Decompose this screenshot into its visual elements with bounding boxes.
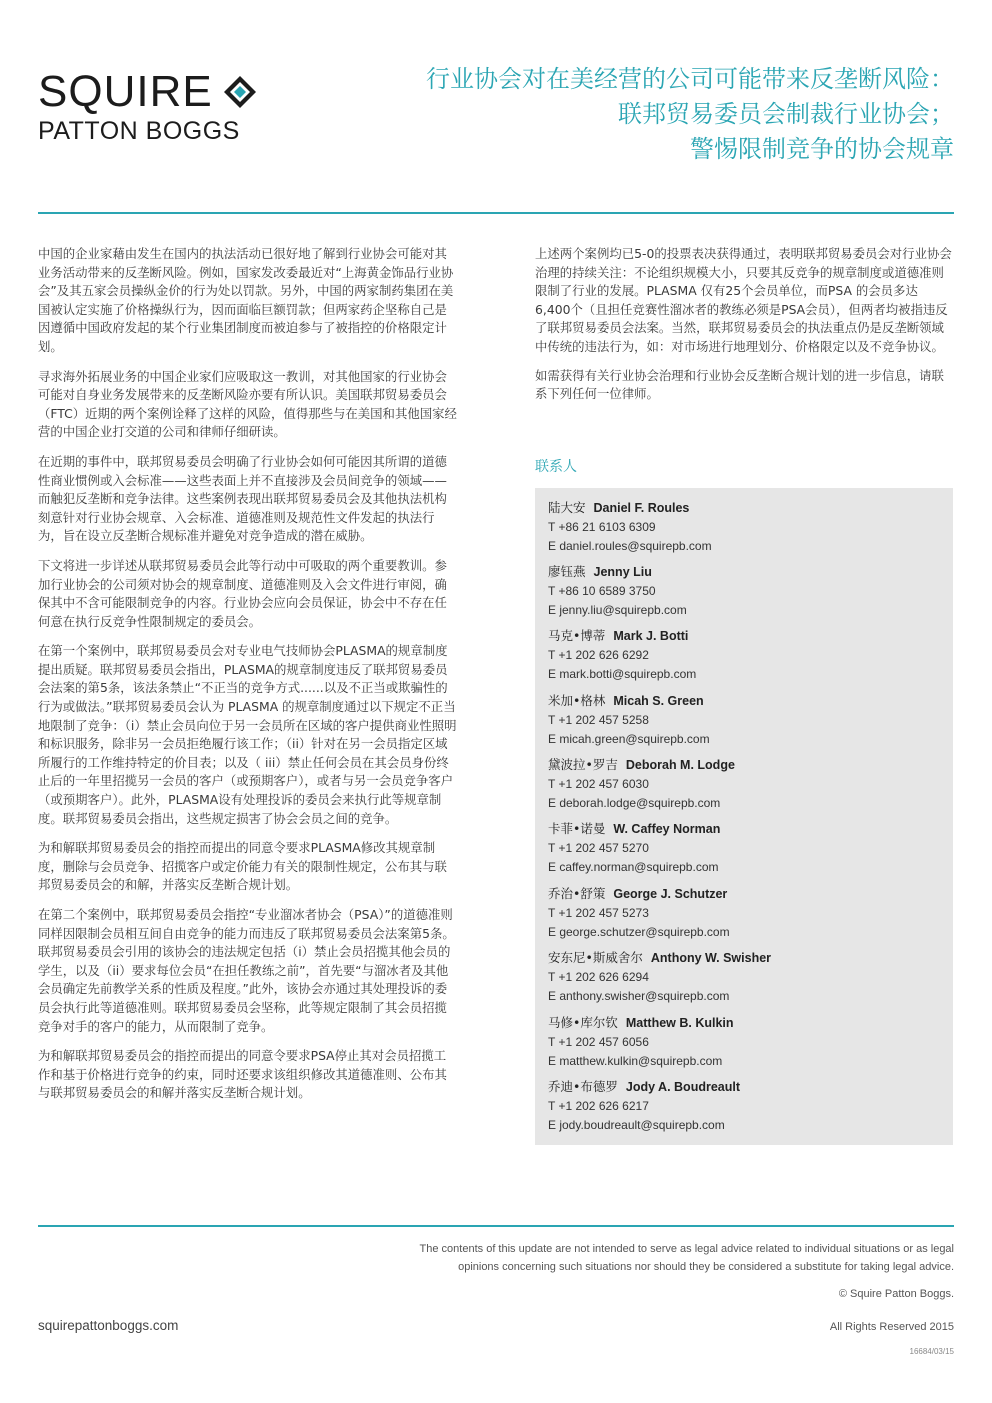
contact-name-en: Jenny Liu [593,565,652,579]
contact-phone: T +1 202 457 5258 [548,713,649,727]
contact-name-en: Daniel F. Roules [593,501,690,515]
contact-phone: T +86 10 6589 3750 [548,584,656,598]
contact-email[interactable]: E deborah.lodge@squirepb.com [548,795,721,810]
paragraph: 如需获得有关行业协会治理和行业协会反垄断合规计划的进一步信息，请联系下列任何一位律师。 [535,367,944,402]
header-divider [38,212,954,214]
contact-name-en: Deborah M. Lodge [625,758,735,772]
company-logo [38,67,257,146]
contact-name-cn: 卡菲•诺曼 [548,821,606,836]
contact-email[interactable]: E anthony.swisher@squirepb.com [548,988,730,1003]
contact-name-en: Matthew B. Kulkin [625,1016,734,1030]
contacts-heading: 联系人 [535,459,577,475]
contact-name-cn: 乔迪•布德罗 [548,1079,618,1094]
contact-card [548,498,712,555]
contact-card [548,755,735,812]
contact-name-en: Anthony W. Swisher [650,951,772,965]
contact-card [548,691,710,748]
legal-disclaimer: The contents of this update are not intended to serve as legal advice related to individual situations or as legal opinions concerning such situations nor should they be considered a substitute for taking legal advice. [419,1243,954,1273]
contact-email[interactable]: E george.schutzer@squirepb.com [548,924,730,939]
contact-phone: T +1 202 626 6292 [548,648,649,662]
paragraph: 上述两个案例均已5-0的投票表决获得通过，表明联邦贸易委员会对行业协会治理的持续关注：不论组织规模大小，只要其反竞争的规章制度或道德准则限制了行业的发展。PLASMA 仅有25个会员单位，而PSA 的会员多达 6,400个（且担任竞赛性溜冰者的教练必须是PSA会员），但两者均被指违反了联邦贸易委员会法案。当然，联邦贸易委员会的执法重点仍是反垄断领域中传统的违法行为，如：对市场进行地理划分、价格限定以及不竞争协议。 [535,246,952,354]
contact-card [548,884,730,941]
logo-emblem-icon [223,75,257,109]
footer-divider [38,1225,954,1227]
contact-name-en: George J. Schutzer [613,887,728,901]
paragraph: 下文将进一步详述从联邦贸易委员会此等行动中可吸取的两个重要教训。参加行业协会的公司须对协会的规章制度、道德准则及入会文件进行审阅，确保其中不含可能限制竞争的内容。行业协会应向会员保证，协会中不存在任何意在执行反竞争性限制规定的委员会。 [38,557,447,629]
contact-name-cn: 马修•库尔钦 [548,1015,618,1030]
contact-phone: T +1 202 457 6030 [548,777,649,791]
logo-line-1: SQUIRE [38,67,213,116]
contact-phone: T +1 202 457 6056 [548,1035,649,1049]
contact-phone: T +1 202 626 6294 [548,970,649,984]
contact-card [548,948,771,1005]
contact-name-cn: 马克•博蒂 [548,628,606,643]
contact-name-en: Mark J. Botti [613,629,689,643]
contacts-panel [535,488,953,1145]
title-line-1: 行业协会对在美经营的公司可能带来反垄断风险： [426,65,954,93]
right-column [535,245,954,414]
paragraph: 为和解联邦贸易委员会的指控而提出的同意令要求PSA停止其对会员招揽工作和基于价格进行竞争的约束，同时还要求该组织修改其道德准则、公布其与联邦贸易委员会的和解并落实反垄断合规计划。 [38,1048,447,1101]
contact-card [548,626,696,683]
contact-email[interactable]: E jenny.liu@squirepb.com [548,602,687,617]
paragraph: 中国的企业家藉由发生在国内的执法活动已很好地了解到行业协会可能对其业务活动带来的反垄断风险。例如，国家发改委最近对“上海黄金饰品行业协会”及其五家会员操纵金价的行为处以罚款。另外，中国的两家制药集团在美国被认定实施了价格操纵行为，因而面临巨额罚款；但两家药企坚称自己是因遵循中国政府发起的某个行业集团制度而被迫参与了被指控的价格限定计划。 [38,246,454,354]
rights-notice: All Rights Reserved 2015 [829,1321,954,1333]
website-link[interactable]: squirepattonboggs.com [38,1318,179,1333]
paragraph: 在近期的事件中，联邦贸易委员会明确了行业协会如何可能因其所谓的道德性商业惯例或入会标准——这些表面上并不直接涉及会员间竞争的领域——而触犯反垄断和竞争法律。这些案例表现出联邦贸易委员会及其他执法机构刻意针对行业协会规章、入会标准、道德准则及规范性文件发起的执法行为，旨在设立反垄断合规标准并避免对竞争造成的潜在威胁。 [38,453,447,544]
contact-phone: T +1 202 626 6217 [548,1099,649,1113]
contact-phone: T +1 202 457 5270 [548,841,649,855]
contact-name-cn: 黛波拉•罗吉 [548,757,618,772]
contact-name-cn: 乔治•舒策 [548,886,606,901]
contact-email[interactable]: E daniel.roules@squirepb.com [548,538,712,553]
contact-email[interactable]: E matthew.kulkin@squirepb.com [548,1053,723,1068]
paragraph: 在第一个案例中，联邦贸易委员会对专业电气技师协会PLASMA的规章制度提出质疑。联邦贸易委员会指出，PLASMA的规章制度违反了联邦贸易委员会法案的第5条，该法条禁止“不正当的竞争方式......以及不正当或欺骗性的行为或做法。”联邦贸易委员会认为 PLASMA 的规章制度通过以下规定不正当地限制了竞争：（i）禁止会员向位于另一会员所在区域的客户提供商业性照明和标识服务，除非另一会员拒绝履行该工作；（ii）针对在另一会员指定区域所履行的工作维持特定的价目表；以及（ iii）禁止任何会员在其会员身份终止后的一年里招揽另一会员的客户（或预期客户），或者与另一会员竞争客户（或预期客户）。此外，PLASMA设有处理投诉的委员会来执行此等规章制度。联邦贸易委员会指出，这些规定损害了协会会员之间的竞争。 [38,643,457,826]
contact-name-cn: 米加•格林 [548,693,606,708]
contact-name-en: Micah S. Green [613,694,704,708]
title-line-2: 联邦贸易委员会制裁行业协会； [618,100,954,128]
contact-name-cn: 廖钰燕 [548,564,586,579]
contact-phone: T +1 202 457 5273 [548,906,649,920]
paragraph: 在第二个案例中，联邦贸易委员会指控“专业溜冰者协会（PSA）”的道德准则同样因限制会员相互间自由竞争的能力而违反了联邦贸易委员会法案第5条。联邦贸易委员会引用的该协会的违法规定包括（i）禁止会员招揽其他会员的学生，以及（ii）要求每位会员“在担任教练之前”，首先要“与溜冰者及其他会员确定先前教学关系的性质及程度。”此外，该协会亦通过其处理投诉的委员会执行此等道德准则。联邦贸易委员会坚称，此等规定限制了其会员招揽竞争对手的客户的能力，从而限制了竞争。 [38,907,455,1034]
contact-name-cn: 陆大安 [548,500,586,515]
contact-email[interactable]: E micah.green@squirepb.com [548,731,710,746]
paragraph: 寻求海外拓展业务的中国企业家们应吸取这一教训，对其他国家的行业协会可能对自身业务发展带来的反垄断风险亦要有所认识。美国联邦贸易委员会（FTC）近期的两个案例诠释了这样的风险，值得那些与在美国和其他国家经营的中国企业打交道的公司和律师仔细研读。 [38,368,457,440]
contact-card [548,562,687,619]
page-title [426,62,954,167]
copyright-notice: © Squire Patton Boggs. [838,1288,954,1300]
logo-line-2: PATTON BOGGS [38,117,240,145]
contact-phone: T +86 21 6103 6309 [548,520,656,534]
contact-card [548,1013,734,1070]
left-column [38,245,458,1114]
contact-email[interactable]: E caffey.norman@squirepb.com [548,859,719,874]
contact-email[interactable]: E mark.botti@squirepb.com [548,666,697,681]
contact-email[interactable]: E jody.boudreault@squirepb.com [548,1117,725,1132]
document-code: 16684/03/15 [909,1347,954,1356]
contact-name-en: Jody A. Boudreault [625,1080,741,1094]
contact-card [548,1077,740,1134]
paragraph: 为和解联邦贸易委员会的指控而提出的同意令要求PLASMA修改其规章制度，删除与会员竞争、招揽客户或定价能力有关的限制性规定，公布其与联邦贸易委员会的和解，并落实反垄断合规计划。 [38,840,447,893]
contact-name-en: W. Caffey Norman [613,822,721,836]
contact-card [548,819,720,876]
contact-name-cn: 安东尼•斯威舍尔 [548,950,643,965]
title-line-3: 警惕限制竞争的协会规章 [690,135,954,163]
